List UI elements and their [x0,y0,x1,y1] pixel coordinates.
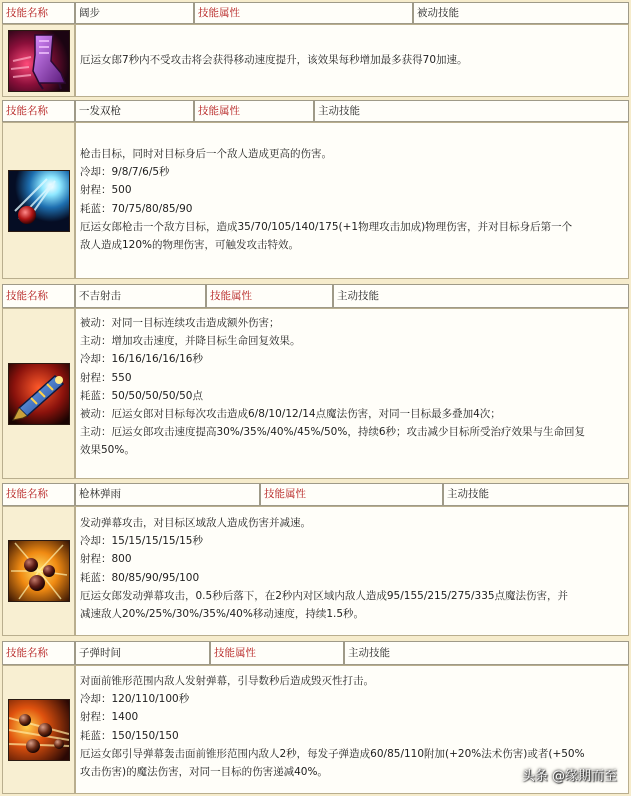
skill-attr-label: 技能属性 [206,284,333,308]
skill-attr-label: 技能属性 [210,641,344,665]
description-line: 射程：500 [80,184,132,197]
skill-name-label: 技能名称 [2,483,75,506]
skill-attr: 主动技能 [333,284,629,308]
description-line: 厄运女郎7秒内不受攻击将会获得移动速度提升，该效果每秒增加最多获得70加速。 [80,54,468,66]
skill-icon-cell [2,308,75,479]
skill-icon-cell [2,665,75,794]
skill-name: 一发双枪 [75,100,194,122]
skill-description [75,122,629,279]
bullet-rain-icon [8,540,70,602]
description-line: 对面前锥形范围内敌人发射弹幕，引导数秒后造成毁灭性打击。 [80,675,374,687]
skill-name-label: 技能名称 [2,284,75,308]
skill-attr: 主动技能 [314,100,629,122]
description-line: 射程：800 [80,553,132,566]
description-line: 厄运女郎发动弹幕攻击，0.5秒后落下，在2秒内对区域内敌人造成95/155/215/275/335点魔法伤害，并 [80,589,569,602]
skill-icon-cell [2,122,75,279]
description-line: 减速敌人20%/25%/30%/35%/40%移动速度，持续1.5秒。 [80,608,365,621]
skill-name-label: 技能名称 [2,100,75,122]
skill-name: 不吉射击 [75,284,206,308]
description-line: 发动弹幕攻击，对目标区域敌人造成伤害并减速。 [80,517,311,529]
description-line: 厄运女郎枪击一个敌方目标，造成35/70/105/140/175(+1物理攻击加成)物理伤害，并对目标身后第一个 [80,220,573,233]
double-shot-icon [8,170,70,232]
skill-icon-cell [2,506,75,636]
bullet-time-icon [8,699,70,761]
skill-description [75,308,629,479]
watermark: 头条 @缘期而至 [521,769,617,784]
skill-attr: 主动技能 [344,641,629,665]
skill-name: 枪林弹雨 [75,483,260,506]
skill-name: 阔步 [75,2,194,24]
skill-description [75,506,629,636]
skill-name-label: 技能名称 [2,641,75,665]
skill-name-label: 技能名称 [2,2,75,24]
description-line: 厄运女郎引导弹幕轰击面前锥形范围内敌人2秒，每发子弹造成60/85/110附加(+20%法术伤害)或者(+50% [80,747,585,760]
description-line: 冷却：15/15/15/15/15秒 [80,535,203,548]
description-line: 冷却：120/110/100秒 [80,693,190,706]
skill-name: 子弹时间 [75,641,210,665]
description-line: 主动：增加攻击速度，并降目标生命回复效果。 [80,335,301,348]
description-line: 敌人造成120%的物理伤害，可触发攻击特效。 [80,239,300,252]
description-line: 射程：550 [80,371,132,384]
description-line: 耗蓝：80/85/90/95/100 [80,571,200,584]
description-line: 耗蓝：70/75/80/85/90 [80,202,193,215]
skill-attr-label: 技能属性 [194,100,314,122]
description-line: 耗蓝：50/50/50/50/50点 [80,389,203,402]
description-line: 耗蓝：150/150/150 [80,729,179,742]
cannon-icon [8,363,70,425]
skill-attr: 被动技能 [413,2,629,24]
description-line: 冷却：16/16/16/16/16秒 [80,353,203,366]
description-line: 冷却：9/8/7/6/5秒 [80,166,170,179]
skill-attr-label: 技能属性 [194,2,413,24]
skill-attr: 主动技能 [443,483,629,506]
description-line: 枪击目标，同时对目标身后一个敌人造成更高的伤害。 [80,148,332,160]
description-line: 攻击伤害)的魔法伤害，对同一目标的伤害递减40%。 [80,766,328,779]
description-line: 被动：对同一目标连续攻击造成额外伤害； [80,317,280,329]
skill-description [75,24,629,97]
skill-attr-label: 技能属性 [260,483,443,506]
skill-icon-cell [2,24,75,97]
boot-icon [8,30,70,92]
description-line: 效果50%。 [80,444,135,457]
description-line: 射程：1400 [80,711,139,724]
description-line: 主动：厄运女郎攻击速度提高30%/35%/40%/45%/50%，持续6秒；攻击减少目标所受治疗效果与生命回复 [80,426,586,439]
description-line: 被动：厄运女郎对目标每次攻击造成6/8/10/12/14点魔法伤害，对同一目标最多叠加4次； [80,408,501,421]
